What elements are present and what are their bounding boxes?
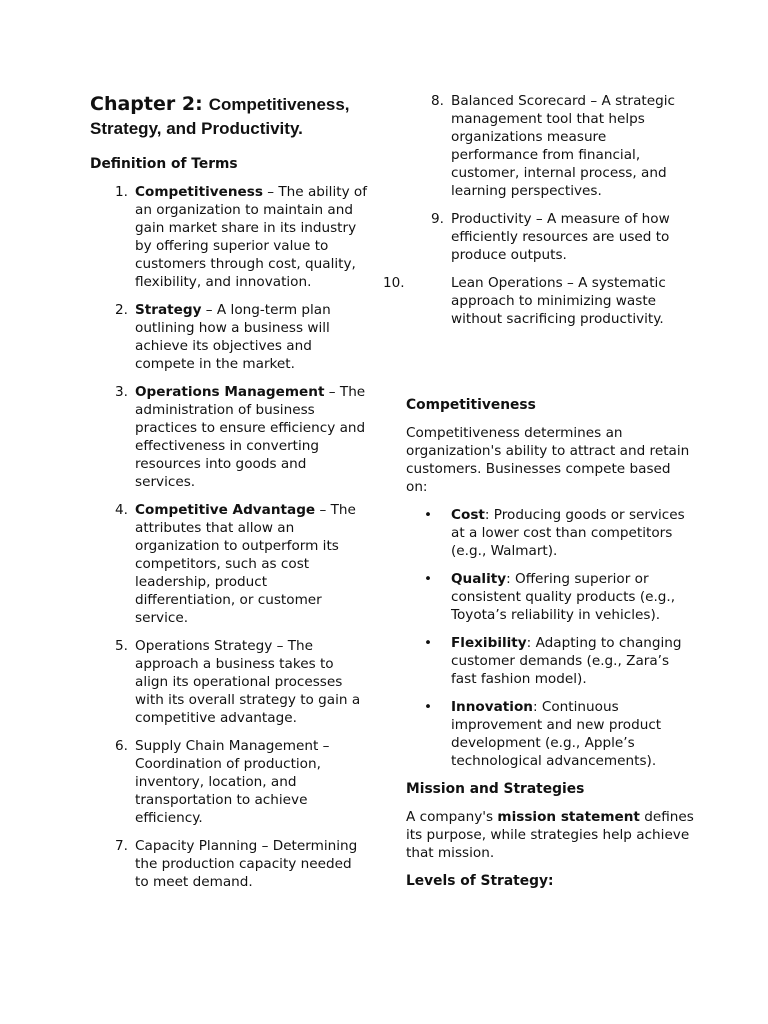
bullet-description: : Adapting to changing customer demands (e.g., Zara’s fast fashion model). xyxy=(451,635,682,687)
left-column xyxy=(90,92,368,901)
bullet-item-flexibility xyxy=(406,634,696,688)
term-description: – A long-term plan outlining how a business will achieve its objectives and compete in the market. xyxy=(135,302,331,372)
mission-text-after: defines its purpose, while strategies help achieve that mission. xyxy=(406,809,694,861)
bullet-icon: • xyxy=(424,571,433,587)
bullet-icon: • xyxy=(424,507,433,523)
terms-list-part-2 xyxy=(383,92,696,328)
spacer xyxy=(406,338,696,396)
term-number: 7. xyxy=(115,838,128,854)
levels-heading: Levels of Strategy: xyxy=(406,873,554,889)
term-name: Competitive Advantage xyxy=(135,502,316,518)
term-number: 2. xyxy=(115,302,128,318)
term-text: Productivity – A measure of how efficiently resources are used to produce outputs. xyxy=(451,211,670,263)
bullet-description: : Producing goods or services at a lower cost than competitors (e.g., Walmart). xyxy=(451,507,685,559)
term-description: – The ability of an organization to maintain and gain market share in its industry by offering superior value to customers through cost, quality, flexibility, and innovation. xyxy=(135,184,368,290)
term-description: – The administration of business practices to ensure efficiency and effectiveness in converting resources into goods and services. xyxy=(135,384,366,490)
mission-bold: mission statement xyxy=(497,809,640,825)
term-text: Balanced Scorecard – A strategic management tool that helps organizations measure performance from financial, customer, internal process, and learning perspectives. xyxy=(451,93,675,199)
term-number: 10. xyxy=(383,275,405,291)
term-item-6 xyxy=(90,737,368,827)
chapter-label: Chapter 2: xyxy=(90,93,203,115)
bullet-icon: • xyxy=(424,635,433,651)
term-item-1 xyxy=(90,183,368,291)
term-item-7 xyxy=(90,837,368,891)
term-name: Strategy xyxy=(135,302,202,318)
bullet-term: Flexibility xyxy=(451,635,527,651)
bullet-item-innovation xyxy=(406,698,696,770)
right-column xyxy=(383,92,696,900)
bullet-description: : Continuous improvement and new product development (e.g., Apple’s technological advancements). xyxy=(451,699,662,769)
bullet-term: Quality xyxy=(451,571,507,587)
competitiveness-heading: Competitiveness xyxy=(406,397,536,413)
term-text: Supply Chain Management – Coordination of production, inventory, location, and transportation to achieve efficiency. xyxy=(135,738,330,826)
term-item-8 xyxy=(406,92,696,200)
term-number: 5. xyxy=(115,638,128,654)
bullet-icon: • xyxy=(424,699,433,715)
bullet-item-cost xyxy=(406,506,696,560)
mission-heading: Mission and Strategies xyxy=(406,781,585,797)
term-name: Competitiveness xyxy=(135,184,263,200)
term-item-9 xyxy=(406,210,696,264)
term-text: Capacity Planning – Determining the production capacity needed to meet demand. xyxy=(135,838,358,890)
term-item-3 xyxy=(90,383,368,491)
term-number: 3. xyxy=(115,384,128,400)
term-text: Operations Strategy – The approach a business takes to align its operational processes with its overall strategy to gain a competitive advantage. xyxy=(135,638,361,726)
chapter-title-text: Competitiveness, Strategy, and Productivity. xyxy=(90,95,350,138)
term-number: 8. xyxy=(431,93,444,109)
chapter-title xyxy=(90,92,368,141)
term-item-10 xyxy=(383,274,696,328)
competitiveness-intro: Competitiveness determines an organization's ability to attract and retain customers. Businesses compete based on: xyxy=(406,425,690,495)
terms-list-part-1 xyxy=(90,183,368,891)
definitions-heading: Definition of Terms xyxy=(90,156,238,172)
term-number: 1. xyxy=(115,184,128,200)
term-description: – The attributes that allow an organization to outperform its competitors, such as cost leadership, product differentiation, or customer service. xyxy=(135,502,356,626)
term-name: Operations Management xyxy=(135,384,325,400)
term-text: Lean Operations – A systematic approach to minimizing waste without sacrificing productivity. xyxy=(451,275,666,327)
bullet-item-quality xyxy=(406,570,696,624)
mission-paragraph xyxy=(406,808,696,862)
term-item-5 xyxy=(90,637,368,727)
bullet-description: : Offering superior or consistent quality products (e.g., Toyota’s reliability in vehicles). xyxy=(451,571,676,623)
bullet-term: Cost xyxy=(451,507,485,523)
bullet-term: Innovation xyxy=(451,699,533,715)
competitiveness-bullets xyxy=(406,506,696,770)
term-number: 4. xyxy=(115,502,128,518)
term-item-2 xyxy=(90,301,368,373)
mission-text-before: A company's xyxy=(406,809,498,825)
term-number: 9. xyxy=(431,211,444,227)
term-item-4 xyxy=(90,501,368,627)
term-number: 6. xyxy=(115,738,128,754)
